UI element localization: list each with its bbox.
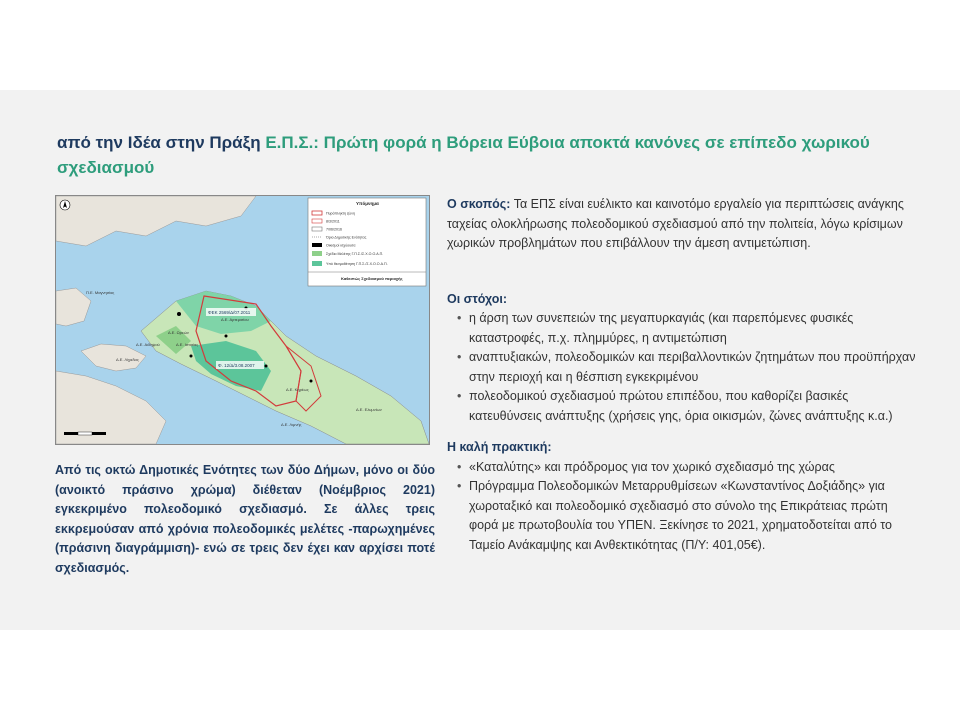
list-item: • Πρόγραμμα Πολεοδομικών Μεταρρυθμίσεων «Κωνσταντίνος Δοξιάδης» για χωροταξικό και πολεοδομικό σχεδιασμό στο σύνολο της Επικράτειας πρώτη φορά με πρωτοβουλία του ΥΠΕΝ. Ξεκίνησε το 2021, χρηματοδοτείται από το Ταμείο Ανάκαμψης και Ανθεκτικότητας (Π/Υ: 401,05€). bbox=[469, 477, 917, 555]
map-graphic bbox=[56, 196, 429, 444]
list-item: • πολεοδομικού σχεδιασμού πρώτου επιπέδου, που καθορίζει βασικές κατευθύνσεις ανάπτυξης (χρήσεις γης, όρια οικισμών, ζώνες ανάπτυξης κ.α.) bbox=[469, 387, 917, 426]
legend-item: Υπό θεσμοθέτηση Γ.Π.Σ./Σ.Χ.Ο.Ο.Α.Π. bbox=[326, 262, 388, 266]
place-label: Δ.Ε. Αιδηψού bbox=[136, 342, 160, 347]
legend-item: Οικισμοί ισχύουσα bbox=[326, 243, 356, 248]
legend-item: Όριο Δημοτικής Ενότητας bbox=[326, 235, 367, 240]
list-item: • «Καταλύτης» και πρόδρομος για τον χωρικό σχεδιασμό της χώρας bbox=[469, 458, 917, 478]
place-label: Δ.Ε. Κηρέως bbox=[286, 387, 309, 392]
legend-title: Υπόμνημα bbox=[356, 201, 379, 206]
zone-label-2: Φ. 12/Δ/3.08.2007 bbox=[218, 363, 255, 368]
map-legend bbox=[308, 198, 426, 286]
scale-bar bbox=[64, 432, 106, 435]
place-label: Δ.Ε. Ιστιαίας bbox=[176, 342, 199, 347]
place-label: Δ.Ε. Λιμνής bbox=[281, 422, 302, 427]
place-label: Δ.Ε. Λίχαδας bbox=[116, 357, 139, 362]
legend-footer: Καθεστώς Σχεδιασμού περιοχής bbox=[341, 276, 403, 281]
practice-list bbox=[447, 458, 917, 556]
list-item: • η άρση των συνεπειών της μεγαπυρκαγιάς (και παρεπόμενες φυσικές καταστροφές, π.χ. πλημμύρες, η αντιμετώπιση bbox=[469, 309, 917, 348]
place-label: Δ.Ε. Αρτεμισίου bbox=[221, 317, 249, 322]
practice-heading: Η καλή πρακτική: bbox=[447, 440, 552, 454]
legend-item: 8/3/2011 bbox=[326, 219, 340, 224]
goal-paragraph bbox=[447, 195, 917, 254]
zone-label-1: ΦΕΚ 2569/Δ/07.2011 bbox=[208, 310, 251, 315]
legend-item: 7/06/2016 bbox=[326, 227, 342, 232]
objectives-list bbox=[447, 309, 917, 426]
slide bbox=[0, 90, 960, 630]
map-caption: Από τις οκτώ Δημοτικές Ενότητες των δύο Δήμων, μόνο οι δύο (ανοικτό πράσινο χρώμα) διέθεταν (Νοέμβριος 2021) εγκεκριμένο πολεοδομικό σχεδιασμό. Σε άλλες τρεις εκκρεμούσαν από χρόνια πολεοδομικές μελέτες -παρωχημένες (πράσινη διαγράμμιση)- ενώ σε τρεις δεν έχει καν αρχίσει ποτέ σχεδιασμός. bbox=[55, 463, 435, 575]
goal-label: Ο σκοπός: bbox=[447, 197, 511, 211]
goal-text: Τα ΕΠΣ είναι ευέλικτο και καινοτόμο εργαλείο για περιπτώσεις ανάγκης ταχείας ολοκλήρωσης πολεοδομικού σχεδιασμού από την πολιτεία, λόγω κρίσιμων χωρικών προβλημάτων που επιβάλλουν την άμεση αντιμετώπιση. bbox=[447, 197, 904, 250]
place-label: Δ.Ε. Ωρεών bbox=[168, 330, 189, 335]
objectives-heading: Οι στόχοι: bbox=[447, 291, 507, 306]
place-label: Π.Ε. Μαγνησίας bbox=[86, 290, 115, 295]
right-column bbox=[447, 195, 917, 555]
legend-item: Σχέδιο Μελέτης Γ.Π.Σ./Σ.Χ.Ο.Ο.Α.Π. bbox=[326, 252, 384, 256]
title-part-1: από την Ιδέα στην Πράξη bbox=[57, 133, 261, 152]
list-item: • αναπτυξιακών, πολεοδομικών και περιβαλλοντικών ζητημάτων που προϋπήρχαν στην περιοχή και η θέσπιση εγκεκριμένου bbox=[469, 348, 917, 387]
title-part-2: Ε.Π.Σ.: Πρώτη φορά η Βόρεια Εύβοια αποκτά κανόνες σε επίπεδο χωρικού σχεδιασμού bbox=[57, 133, 870, 177]
place-label: Δ.Ε. Ελυμνίων bbox=[356, 407, 382, 412]
legend-item: Πυρόπληκτη ζώνη bbox=[326, 211, 355, 216]
slide-title bbox=[57, 130, 917, 180]
planning-status-map bbox=[55, 195, 430, 445]
